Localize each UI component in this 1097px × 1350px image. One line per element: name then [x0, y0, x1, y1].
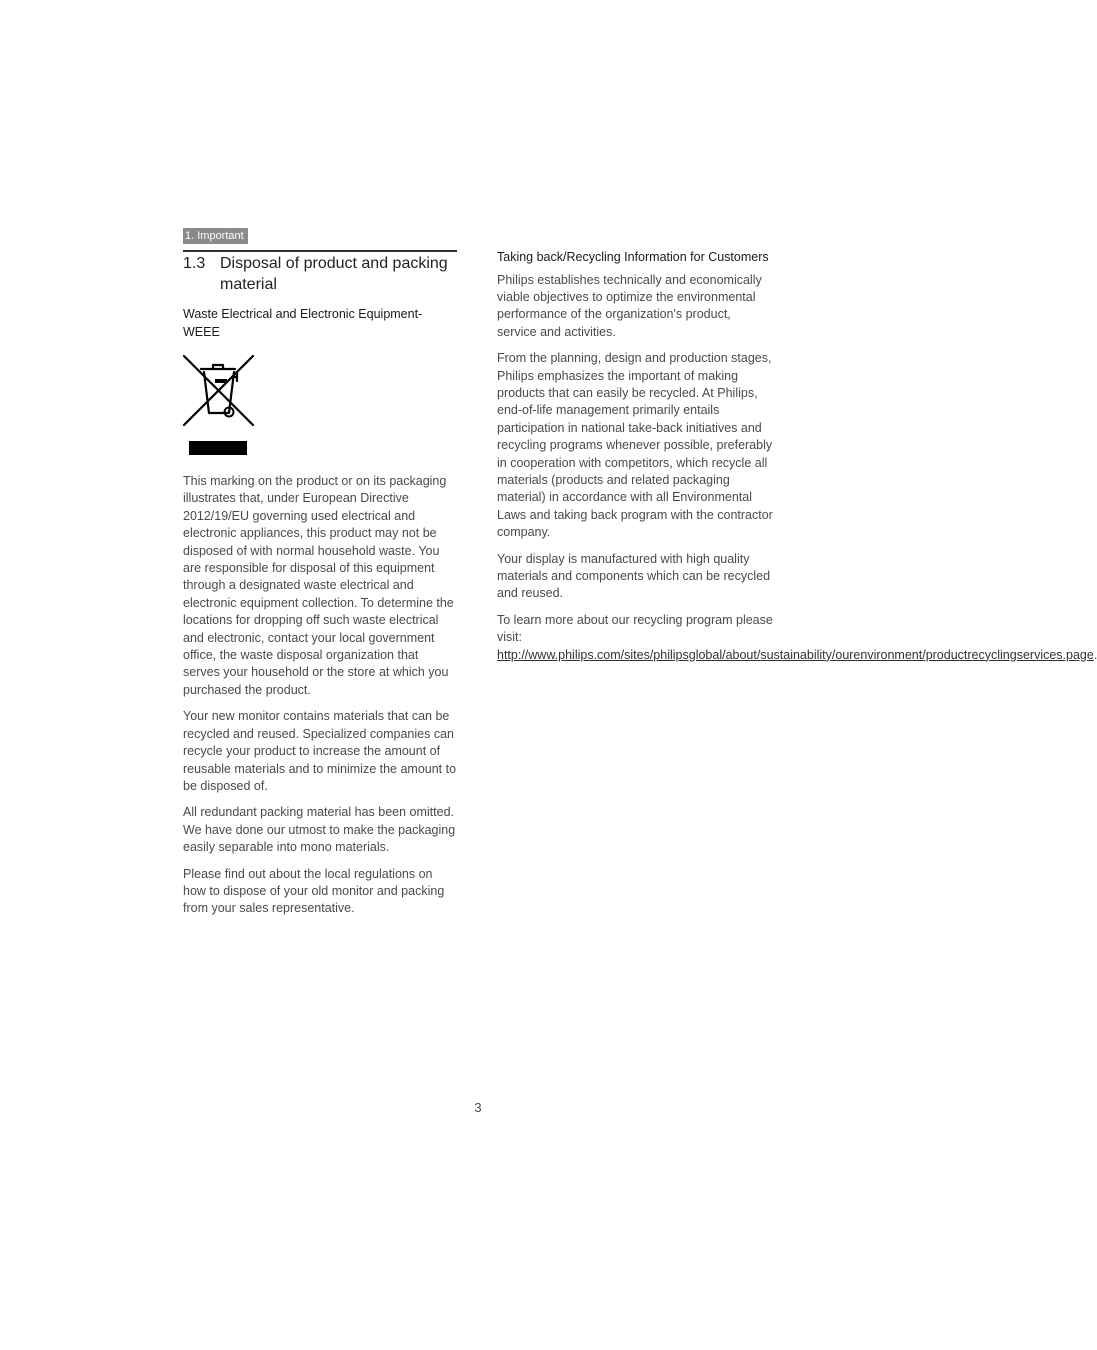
learn-more-text: To learn more about our recycling program please visit:: [497, 612, 773, 645]
section-rule: [183, 250, 457, 252]
recycling-info-subheading: Taking back/Recycling Information for Customers: [497, 250, 769, 264]
learn-more-suffix: .: [1093, 647, 1097, 662]
chapter-tab: 1. Important: [183, 228, 248, 244]
weee-paragraph: This marking on the product or on its packaging illustrates that, under European Directive 2012/19/EU governing used electrical and electronic appliances, this product may not be disposed of with normal household waste. You are responsible for disposal of this equipment through a designated waste electrical and electronic equipment collection. To determine the locations for dropping off such waste electrical and electronic, contact your local government office, the waste disposal organization that serves your household or the store at which you purchased the product.: [183, 474, 454, 697]
recycling-paragraph: Your new monitor contains materials that can be recycled and reused. Specialized companies can recycle your product to increase the amount of reusable materials and to minimize the amount to be disposed of.: [183, 709, 457, 793]
right-column: [497, 249, 1097, 664]
packing-paragraph: All redundant packing material has been omitted. We have done our utmost to make the packaging easily separable into mono materials.: [183, 805, 456, 855]
weee-black-bar: [189, 441, 247, 455]
display-materials-paragraph: Your display is manufactured with high quality materials and components which can be recycled and reused.: [497, 551, 771, 601]
crossed-out-wheeled-bin-icon: [183, 355, 255, 427]
learn-more-paragraph: [497, 612, 1097, 664]
objectives-paragraph: Philips establishes technically and economically viable objectives to optimize the environmental performance of the organization's product, service and activities.: [497, 272, 762, 339]
page-number: 3: [474, 1100, 482, 1115]
section-heading: [183, 253, 457, 295]
section-number: 1.3: [183, 255, 206, 272]
recycling-program-link[interactable]: http://www.philips.com/sites/philipsglobal/about/sustainability/ourenvironment/productrecyclingservices.page: [497, 647, 1094, 662]
section-title: Disposal of product and packing material: [220, 255, 448, 293]
weee-symbol: [183, 355, 263, 459]
planning-paragraph: From the planning, design and production stages, Philips emphasizes the important of making products that can easily be recycled. At Philips, end-of-life management primarily entails participation in national take-back initiatives and recycling programs whenever possible, preferably in cooperation with competitors, which recycle all materials (products and related packaging material) in accordance with all Environmental Laws and taking back program with the contractor company.: [497, 351, 773, 540]
regulations-paragraph: Please find out about the local regulations on how to dispose of your old monitor and packing from your sales representative.: [183, 866, 445, 916]
left-column: [183, 250, 457, 918]
weee-subheading: Waste Electrical and Electronic Equipment-WEEE: [183, 307, 423, 339]
